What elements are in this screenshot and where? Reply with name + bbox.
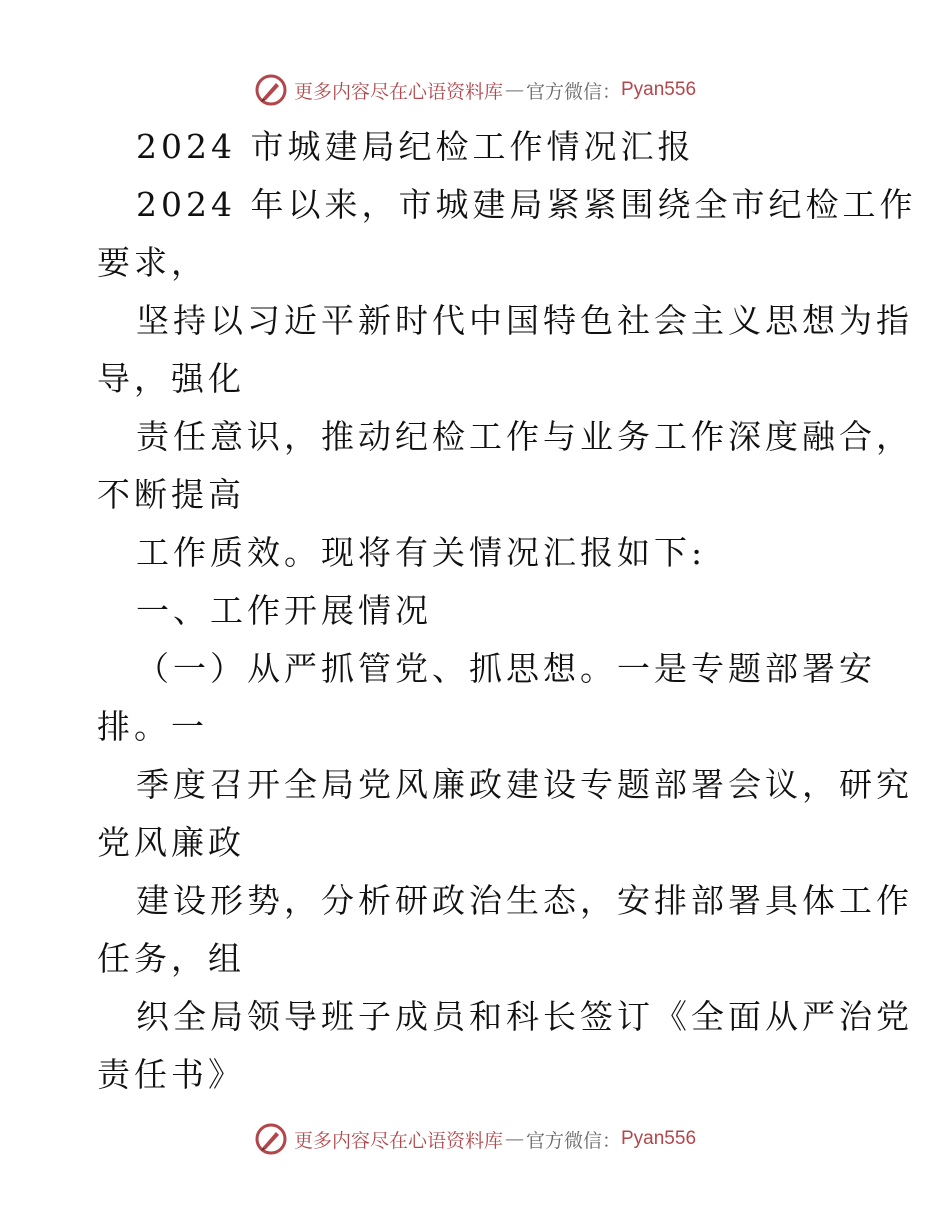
paragraph-line: （一）从严抓管党、抓思想。一是专题部署安 [136,649,876,688]
paragraph-line: 责任书》 [97,1055,245,1094]
document-title: 2024 市城建局纪检工作情况汇报 [136,127,695,166]
paragraph-line: 要求， [97,243,208,282]
paragraph-line: 任务，组 [97,939,245,978]
watermark-separator: — [504,79,524,101]
paragraph-line: 工作质效。现将有关情况汇报如下: [136,533,707,572]
paragraph-line: 不断提高 [97,475,245,514]
paragraph-line: 坚持以习近平新时代中国特色社会主义思想为指 [136,301,913,340]
footer-watermark [0,1117,950,1161]
header-watermark [0,68,950,112]
watermark-wechat-id: Pyan556 [621,1128,697,1149]
paragraph-line: 导，强化 [97,359,245,398]
watermark-contact-label: 官方微信： [525,1129,621,1152]
paragraph-line: 2024 年以来，市城建局紧紧围绕全市纪检工作 [136,185,917,224]
pen-logo-icon [254,1122,288,1156]
watermark-site-text: 更多内容尽在心语资料库 [293,80,503,103]
paragraph-line: 织全局领导班子成员和科长签订《全面从严治党 [136,997,913,1036]
paragraph-line: 建设形势，分析研政治生态，安排部署具体工作 [136,881,913,920]
paragraph-line: 党风廉政 [97,823,245,862]
watermark-separator: — [504,1128,524,1150]
section-heading: 一、工作开展情况 [136,591,432,630]
paragraph-line: 责任意识，推动纪检工作与业务工作深度融合， [136,417,913,456]
watermark-site-text: 更多内容尽在心语资料库 [293,1129,503,1152]
watermark-wechat-id: Pyan556 [621,79,697,100]
paragraph-line: 季度召开全局党风廉政建设专题部署会议，研究 [136,765,913,804]
watermark-contact-label: 官方微信： [525,80,621,103]
document-body [97,118,917,1104]
pen-logo-icon [254,73,288,107]
paragraph-line: 排。一 [97,707,208,746]
